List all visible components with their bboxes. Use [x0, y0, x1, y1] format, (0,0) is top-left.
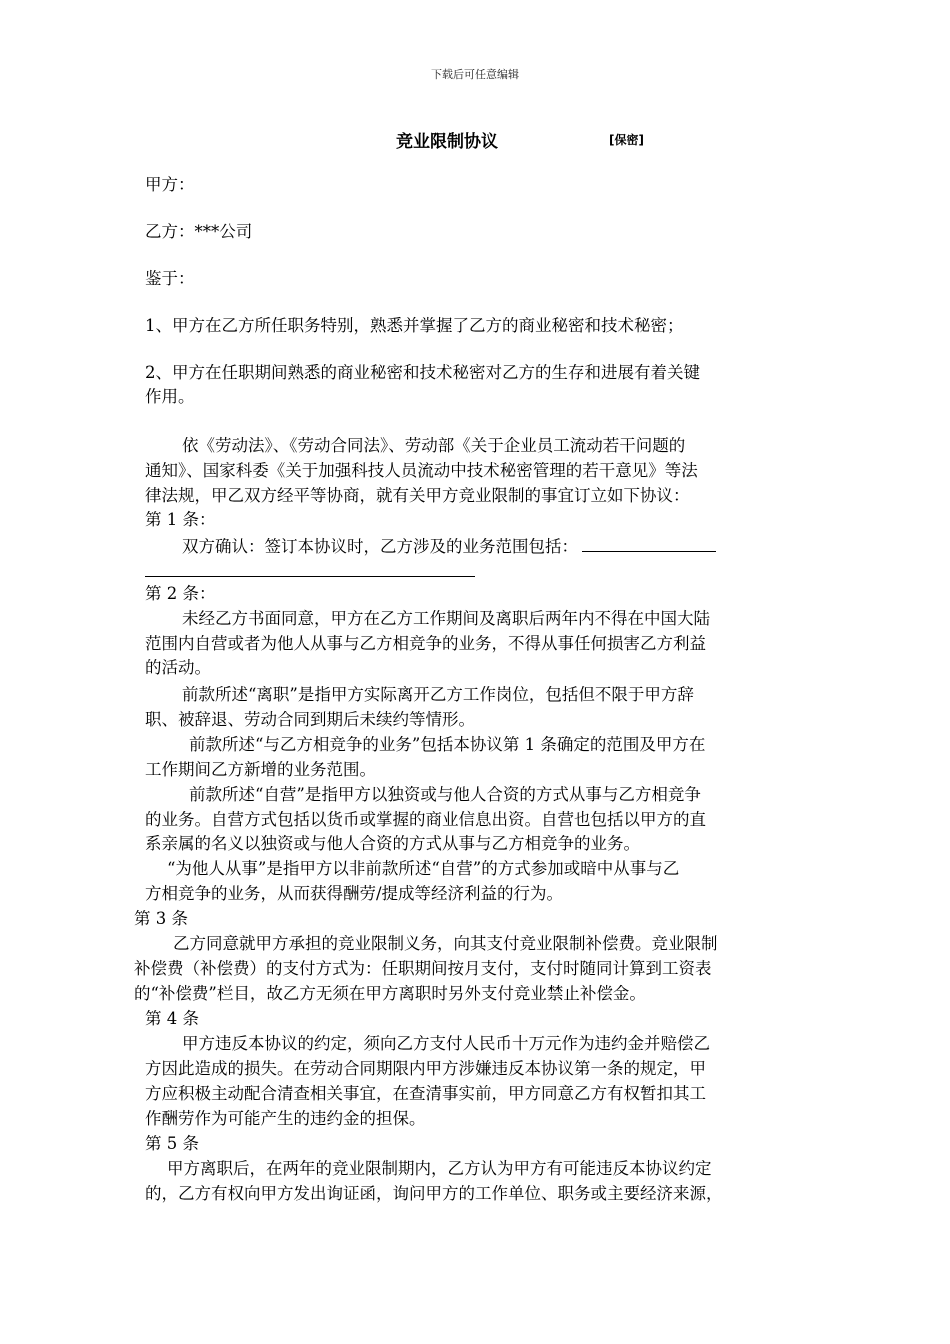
fill-in-blank: [582, 533, 716, 552]
article-2-p4-line-1: 前款所述“自营”是指甲方以独资或与他人合资的方式从事与乙方相竞争: [189, 785, 701, 804]
header-note: 下载后可任意编辑: [431, 68, 519, 81]
article-2-p3-line-1: 前款所述“与乙方相竞争的业务”包括本协议第 1 条确定的范围及甲方在: [189, 735, 706, 754]
basis-line-2: 通知》、国家科委《关于加强科技人员流动中技术秘密管理的若干意见》等法: [145, 461, 698, 480]
article-5-title: 第 5 条: [145, 1134, 199, 1153]
party-b-line: 乙方：***公司: [145, 222, 253, 241]
article-2-p2-line-2: 职、被辞退、劳动合同到期后未续约等情形。: [145, 710, 475, 729]
article-4-title: 第 4 条: [145, 1009, 199, 1028]
party-a-line: 甲方：: [145, 175, 195, 194]
article-2-title: 第 2 条：: [145, 584, 216, 603]
article-4-line-4: 作酬劳作为可能产生的违约金的担保。: [145, 1109, 426, 1128]
article-2-p1-line-3: 的活动。: [145, 658, 211, 677]
article-3-line-1: 乙方同意就甲方承担的竞业限制义务，向其支付竞业限制补偿费。竞业限制: [173, 934, 718, 953]
article-3-title: 第 3 条: [134, 909, 188, 928]
whereas-item-2-line-2: 作用。: [145, 387, 195, 406]
article-1-title: 第 1 条：: [145, 510, 216, 529]
article-4-line-1: 甲方违反本协议的约定，须向乙方支付人民币十万元作为违约金并赔偿乙: [182, 1034, 710, 1053]
confidential-mark: [保密]: [609, 133, 644, 147]
article-2-p2-line-1: 前款所述“离职”是指甲方实际离开乙方工作岗位，包括但不限于甲方辞: [182, 685, 694, 704]
document-title: 竞业限制协议: [396, 132, 498, 152]
article-3-line-3: 的“补偿费”栏目，故乙方无须在甲方离职时另外支付竞业禁止补偿金。: [134, 984, 646, 1003]
whereas-item-2-line-1: 2、甲方在任职期间熟悉的商业秘密和技术秘密对乙方的生存和进展有着关键: [145, 363, 700, 382]
article-2-p5-line-2: 方相竞争的业务，从而获得酬劳/提成等经济利益的行为。: [145, 884, 564, 903]
article-2-p5-line-1: “为他人从事”是指甲方以非前款所述“自营”的方式参加或暗中从事与乙: [167, 859, 680, 878]
basis-line-1: 依《劳动法》、《劳动合同法》、劳动部《关于企业员工流动若干问题的: [182, 436, 686, 455]
fill-in-blank-continuation: [145, 576, 475, 577]
article-5-line-2: 的，乙方有权向甲方发出询证函，询问甲方的工作单位、职务或主要经济来源，: [145, 1184, 723, 1203]
article-2-p3-line-2: 工作期间乙方新增的业务范围。: [145, 760, 376, 779]
article-5-line-1: 甲方离职后，在两年的竞业限制期内，乙方认为甲方有可能违反本协议约定: [167, 1159, 712, 1178]
article-3-line-2: 补偿费（补偿费）的支付方式为：任职期间按月支付，支付时随同计算到工资表: [134, 959, 712, 978]
article-1-text-content: 双方确认：签订本协议时，乙方涉及的业务范围包括：: [182, 537, 578, 556]
article-2-p1-line-2: 范围内自营或者为他人从事与乙方相竞争的业务，不得从事任何损害乙方利益: [145, 634, 706, 653]
basis-line-3: 律法规，甲乙双方经平等协商，就有关甲方竞业限制的事宜订立如下协议：: [145, 486, 690, 505]
article-2-p1-line-1: 未经乙方书面同意，甲方在乙方工作期间及离职后两年内不得在中国大陆: [182, 609, 710, 628]
article-1-text: [145, 533, 716, 559]
article-2-p4-line-3: 系亲属的名义以独资或与他人合资的方式从事与乙方相竞争的业务。: [145, 834, 640, 853]
article-2-p4-line-2: 的业务。自营方式包括以货币或掌握的商业信息出资。自营也包括以甲方的直: [145, 810, 706, 829]
title-row: [0, 127, 950, 151]
whereas-heading: 鉴于：: [145, 269, 195, 288]
article-4-line-3: 方应积极主动配合清查相关事宜，在查清事实前，甲方同意乙方有权暂扣其工: [145, 1084, 706, 1103]
article-4-line-2: 方因此造成的损失。在劳动合同期限内甲方涉嫌违反本协议第一条的规定，甲: [145, 1059, 706, 1078]
whereas-item-1: 1、甲方在乙方所任职务特别，熟悉并掌握了乙方的商业秘密和技术秘密；: [145, 316, 684, 335]
